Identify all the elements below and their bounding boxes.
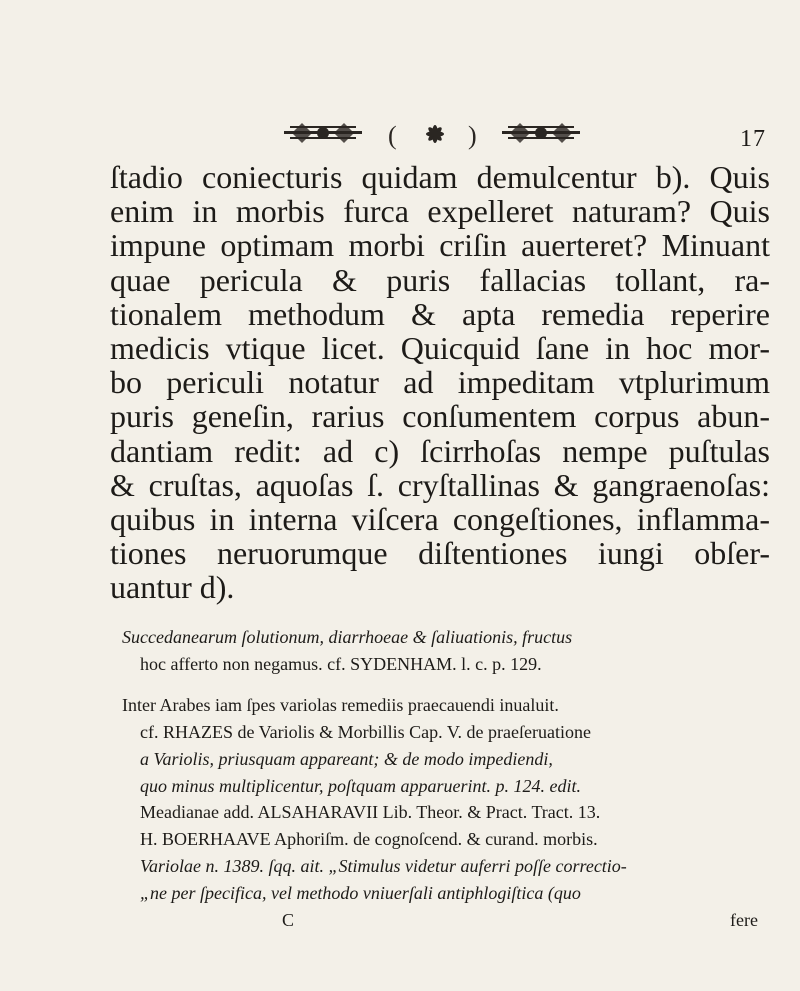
body-line: dantiam redit: ad c) ſcirrhoſas nempe puſtulas — [110, 432, 770, 469]
body-line: puris geneſin, rarius conſumentem corpus abun- — [110, 398, 770, 435]
footnote-line: hoc afferto non negamus. cf. SYDENHAM. l. c. p. 129. — [140, 653, 542, 674]
footnotes — [122, 624, 770, 934]
footnote-line: H. BOERHAAVE Aphoriſm. de cognoſcend. & curand. morbis. — [140, 829, 598, 850]
body-line: quibus in interna viſcera congeſtiones, inflamma- — [110, 501, 770, 538]
footnote-line: Meadianae add. ALSAHARAVII Lib. Theor. & Pract. Tract. 13. — [140, 802, 601, 823]
footnote-line: cf. RHAZES de Variolis & Morbillis Cap. V. de praeſeruatione — [140, 721, 591, 742]
footnote-line: Inter Arabes iam ſpes variolas remediis praecauendi inualuit. — [122, 694, 559, 715]
rosette-icon — [380, 118, 490, 152]
footnote-a — [122, 624, 770, 678]
catchword: fere — [730, 910, 758, 931]
page-number: 17 — [740, 126, 766, 152]
body-line: bo periculi notatur ad impeditam vtplurimum — [110, 364, 770, 401]
body-line: ſtadio coniecturis quidam demulcentur b). Quis — [110, 159, 770, 195]
svg-text:(: ( — [388, 121, 397, 150]
body-line: quae pericula & puris fallacias tollant, ra- — [110, 261, 770, 298]
footnote-line: a Variolis, priusquam appareant; & de modo impediendi, — [140, 748, 553, 769]
right-fleuron-ornament — [500, 121, 582, 147]
body-line: enim in morbis furca expelleret naturam? Quis — [110, 193, 770, 230]
body-line: tiones neruorumque diſtentiones iungi obſer- — [110, 535, 770, 572]
footnote-line: quo minus multiplicentur, poſtquam apparuerint. p. 124. edit. — [140, 775, 581, 796]
main-paragraph — [110, 160, 770, 605]
footnote-line: „ne per ſpecifica, vel methodo vniuerſali antiphlogiſtica (quo — [140, 883, 581, 904]
body-line: & cruſtas, aquoſas ſ. cryſtallinas & gangraenoſas: — [110, 466, 770, 503]
footnote-b — [122, 692, 770, 907]
page-foot — [122, 907, 770, 934]
footnote-line: Variolae n. 1389. ſqq. ait. „Stimulus videtur auferri poſſe correctio- — [140, 856, 627, 877]
body-line: medicis vtique licet. Quicquid ſane in hoc mor- — [110, 330, 770, 367]
body-line: uantur d). — [110, 569, 235, 606]
footnote-line: Succedanearum ſolutionum, diarrhoeae & ſaliuationis, fructus — [122, 627, 573, 647]
signature-mark: C — [282, 910, 295, 931]
left-fleuron-ornament — [282, 121, 364, 147]
svg-text:): ) — [468, 121, 477, 150]
body-line: tionalem methodum & apta remedia reperire — [110, 295, 770, 332]
page-header — [0, 118, 800, 158]
body-line: impune optimam morbi criſin auerteret? Minuant — [110, 227, 770, 264]
center-ornament — [380, 118, 490, 152]
